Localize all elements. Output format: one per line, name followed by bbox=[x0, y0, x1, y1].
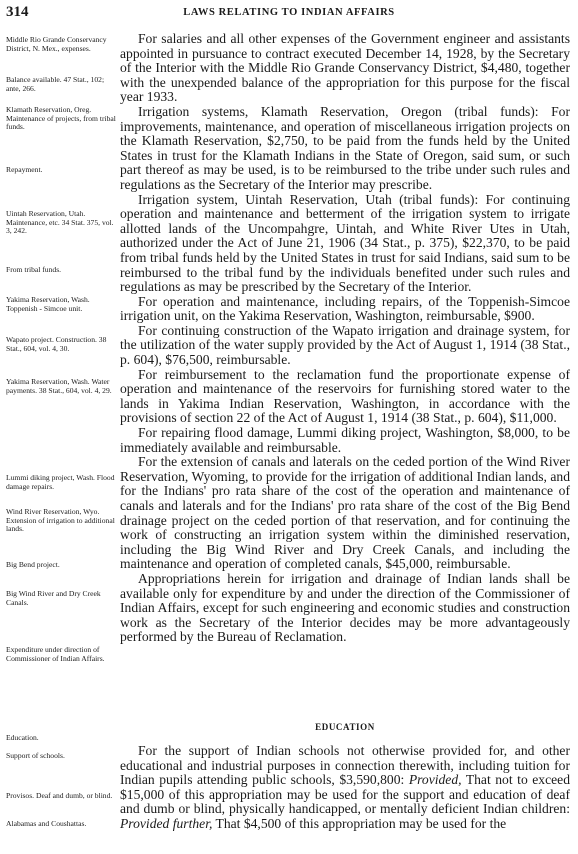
text-run: For the support of Indian schools not otherwise provided for, and other educational and industrial purposes in connection therewith, including tuition for Indian pupils attending public schools, $3,590,800: bbox=[120, 743, 570, 788]
margin-note: Middle Rio Grande Conservancy District, N. Mex., expenses. bbox=[6, 35, 107, 53]
running-title: LAWS RELATING TO INDIAN AFFAIRS bbox=[183, 7, 395, 18]
margin-note: Support of schools. bbox=[6, 751, 65, 760]
margin-note: Balance available. 47 Stat., 102; ante, 266. bbox=[6, 75, 105, 93]
margin-note: Education. bbox=[6, 733, 39, 742]
margin-note: Lummi diking project, Wash. Flood damage repairs. bbox=[6, 473, 115, 491]
paragraph: For the extension of canals and laterals on the ceded portion of the Wind River Reservation, Wyoming, to provide for the irrigation of additional Indian lands, and for the Indians' pro rata share of the cost of the operation and maintenance of canals and laterals and for the Indians' pro rata share of the cost of the Big Bend drainage project on the ceded portion of that reservation, and for continuing the work of constructing an irrigation system within the diminished reservation, including the Big Wind River and Dry Creek Canals, and including the maintenance and operation of completed canals, $45,000, reimbursable. bbox=[120, 454, 570, 572]
margin-note: Yakima Reservation, Wash. Toppenish - Simcoe unit. bbox=[6, 295, 90, 313]
education-text bbox=[120, 744, 570, 832]
proviso-term: Provided further, bbox=[120, 815, 213, 831]
margin-note: From tribal funds. bbox=[6, 265, 62, 274]
margin-note: Wind River Reservation, Wyo. Extension of irrigation to additional lands. bbox=[6, 507, 115, 534]
paragraph: For reimbursement to the reclamation fund the proportionate expense of operation and maintenance of the reservoirs for furnishing stored water to the lands in Yakima Indian Reservation, Washington, in accordance with the provisions of section 22 of the Act of August 1, 1914 (38 Stat., p. 604), $11,000. bbox=[120, 366, 570, 426]
text-run: That not to exceed $15,000 of this appropriation may be used for the support and education of deaf and dumb or blind, physically handicapped, or mentally deficient Indian children: bbox=[120, 772, 570, 817]
section-heading: EDUCATION bbox=[315, 722, 375, 732]
paragraph: Irrigation system, Uintah Reservation, Utah (tribal funds): For continuing operation and maintenance and betterment of the irrigation system to irrigate allotted lands of the Uncompahgre, Uintah, and White River Utes in Utah, authorized under the Act of June 21, 1906 (34 Stat., p. 375), $22,370, to be paid from tribal funds held by the United States in trust for said Indians, said sum to be reimbursed to the tribal fund by the individuals benefited under such rules and regulations as may be prescribed by the Secretary of the Interior. bbox=[120, 191, 570, 295]
text-run: That $4,500 of this appropriation may be used for the bbox=[212, 815, 507, 831]
margin-note: Wapato project. Construction. 38 Stat., 604, vol. 4, 30. bbox=[6, 335, 107, 353]
margin-note: Big Bend project. bbox=[6, 560, 60, 569]
margin-note: Repayment. bbox=[6, 165, 43, 174]
paragraph bbox=[120, 744, 570, 832]
paragraph: For repairing flood damage, Lummi diking project, Washington, $8,000, to be immediately available and reimbursable. bbox=[120, 425, 570, 455]
body-text bbox=[120, 32, 570, 645]
page-number: 314 bbox=[6, 4, 29, 20]
margin-note: Provisos. Deaf and dumb, or blind. bbox=[6, 791, 113, 800]
margin-note: Big Wind River and Dry Creek Canals. bbox=[6, 589, 101, 607]
margin-note: Uintah Reservation, Utah. Maintenance, etc. 34 Stat. 375, vol. 3, 242. bbox=[6, 209, 114, 236]
margin-note: Klamath Reservation, Oreg. Maintenance of projects, from tribal funds. bbox=[6, 105, 116, 132]
paragraph: For salaries and all other expenses of the Government engineer and assistants appointed in pursuance to contract executed December 14, 1928, by the Secretary of the Interior with the Middle Rio Grande Conservancy District, $4,480, together with the unexpended balance of the appropriation for this purpose for the fiscal year 1933. bbox=[120, 31, 570, 105]
margin-note: Alabamas and Coushattas. bbox=[6, 819, 87, 828]
paragraph: For operation and maintenance, including repairs, of the Toppenish-Simcoe irrigation unit, on the Yakima Reservation, Washington, reimbursable, $900. bbox=[120, 293, 570, 324]
paragraph: For continuing construction of the Wapato irrigation and drainage system, for the utilization of the water supply provided by the Act of August 1, 1914 (38 Stat., p. 604), $76,500, reimbursable. bbox=[120, 322, 570, 368]
paragraph: Irrigation systems, Klamath Reservation, Oregon (tribal funds): For improvements, maintenance, and operation of miscellaneous irrigation projects on the Klamath Reservation, $2,750, to be paid from the funds held by the United States in trust for the Klamath Indians in the State of Oregon, said sum, or such part thereof as may be used, is to be reimbursed to the tribe under such rules and regulations as the Secretary of the Interior may prescribe. bbox=[120, 103, 570, 192]
margin-note: Expenditure under direction of Commissioner of Indian Affairs. bbox=[6, 645, 105, 663]
running-header bbox=[6, 4, 572, 22]
proviso-term: Provided, bbox=[408, 772, 462, 788]
margin-note: Yakima Reservation, Wash. Water payments. 38 Stat., 604, vol. 4, 29. bbox=[6, 377, 112, 395]
paragraph: Appropriations herein for irrigation and drainage of Indian lands shall be available only for expenditure by and under the direction of the Commissioner of Indian Affairs, except for such engineering and economic studies and construction work as the Secretary of the Interior decides may be more advantageously performed by the Bureau of Reclamation. bbox=[120, 570, 570, 645]
